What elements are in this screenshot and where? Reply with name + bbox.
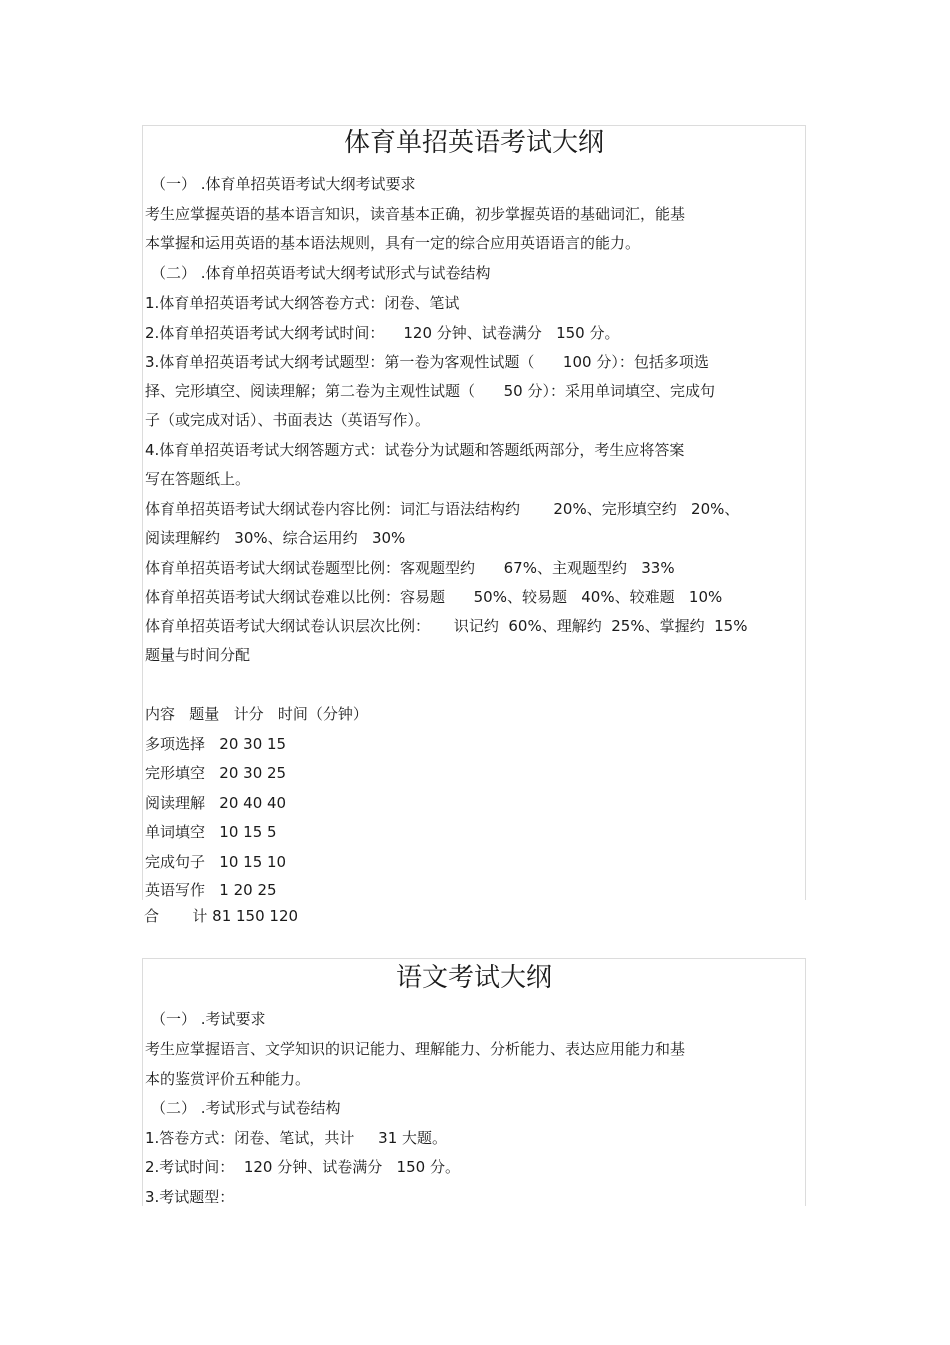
chinese-requirements-text-1: 考生应掌握语言、文学知识的识记能力、理解能力、分析能力、表达应用能力和基 xyxy=(145,1040,686,1058)
english-item-answer-method: 1.体育单招英语考试大纲答卷方式：闭卷、笔试 xyxy=(145,294,460,312)
chinese-item-answer-method: 1.答卷方式：闭卷、笔试，共计 31 大题。 xyxy=(145,1129,448,1147)
english-table-row: 完成句子 10 15 10 xyxy=(145,853,287,871)
english-outline-section xyxy=(142,125,806,900)
english-time-allocation-heading: 题量与时间分配 xyxy=(145,646,251,664)
chinese-outline-title: 语文考试大纲 xyxy=(395,963,552,993)
english-ratio-difficulty: 体育单招英语考试大纲试卷难以比例：容易题 50%、较易题 40%、较难题 10% xyxy=(145,588,723,606)
english-requirements-text-1: 考生应掌握英语的基本语言知识，读音基本正确，初步掌握英语的基础词汇，能基 xyxy=(145,205,686,223)
english-ratio-cognitive-level: 体育单招英语考试大纲试卷认识层次比例： 识记约 60%、理解约 25%、掌握约 15% xyxy=(145,617,748,635)
chinese-item-question-types: 3.考试题型： xyxy=(145,1188,235,1206)
english-table-row: 英语写作 1 20 25 xyxy=(145,881,277,899)
english-table-row: 单词填空 10 15 5 xyxy=(145,823,277,841)
english-requirements-text-2: 本掌握和运用英语的基本语法规则，具有一定的综合应用英语语言的能力。 xyxy=(145,234,641,252)
english-heading-requirements: （一） .体育单招英语考试大纲考试要求 xyxy=(151,175,416,193)
english-outline-title: 体育单招英语考试大纲 xyxy=(343,128,604,158)
chinese-requirements-text-2: 本的鉴赏评价五种能力。 xyxy=(145,1070,311,1088)
english-item-question-types-3: 子（或完成对话）、书面表达（英语写作）。 xyxy=(145,411,431,429)
english-table-row: 多项选择 20 30 15 xyxy=(145,735,287,753)
english-item-answer-format-1: 4.体育单招英语考试大纲答题方式：试卷分为试题和答题纸两部分，考生应将答案 xyxy=(145,441,685,459)
english-table-header: 内容 题量 计分 时间（分钟） xyxy=(145,705,368,723)
english-ratio-question-type: 体育单招英语考试大纲试卷题型比例：客观题型约 67%、主观题型约 33% xyxy=(145,559,675,577)
english-table-row: 完形填空 20 30 25 xyxy=(145,764,287,782)
chinese-heading-format: （二） .考试形式与试卷结构 xyxy=(151,1099,341,1117)
chinese-item-exam-time: 2.考试时间： 120 分钟、试卷满分 150 分。 xyxy=(145,1158,460,1176)
chinese-heading-requirements: （一） .考试要求 xyxy=(151,1010,266,1028)
english-ratio-content-2: 阅读理解约 30%、综合运用约 30% xyxy=(145,529,406,547)
english-item-question-types-2: 择、完形填空、阅读理解；第二卷为主观性试题（ 50 分）：采用单词填空、完成句 xyxy=(145,382,715,400)
english-table-row: 阅读理解 20 40 40 xyxy=(145,794,287,812)
english-table-total: 合 计 81 150 120 xyxy=(144,907,299,925)
chinese-outline-section xyxy=(142,958,806,1206)
english-item-question-types-1: 3.体育单招英语考试大纲考试题型：第一卷为客观性试题（ 100 分）：包括多项选 xyxy=(145,353,709,371)
english-ratio-content-1: 体育单招英语考试大纲试卷内容比例：词汇与语法结构约 20%、完形填空约 20%、 xyxy=(145,500,740,518)
english-item-exam-time: 2.体育单招英语考试大纲考试时间： 120 分钟、试卷满分 150 分。 xyxy=(145,324,620,342)
english-heading-format: （二） .体育单招英语考试大纲考试形式与试卷结构 xyxy=(151,264,491,282)
english-item-answer-format-2: 写在答题纸上。 xyxy=(145,470,251,488)
